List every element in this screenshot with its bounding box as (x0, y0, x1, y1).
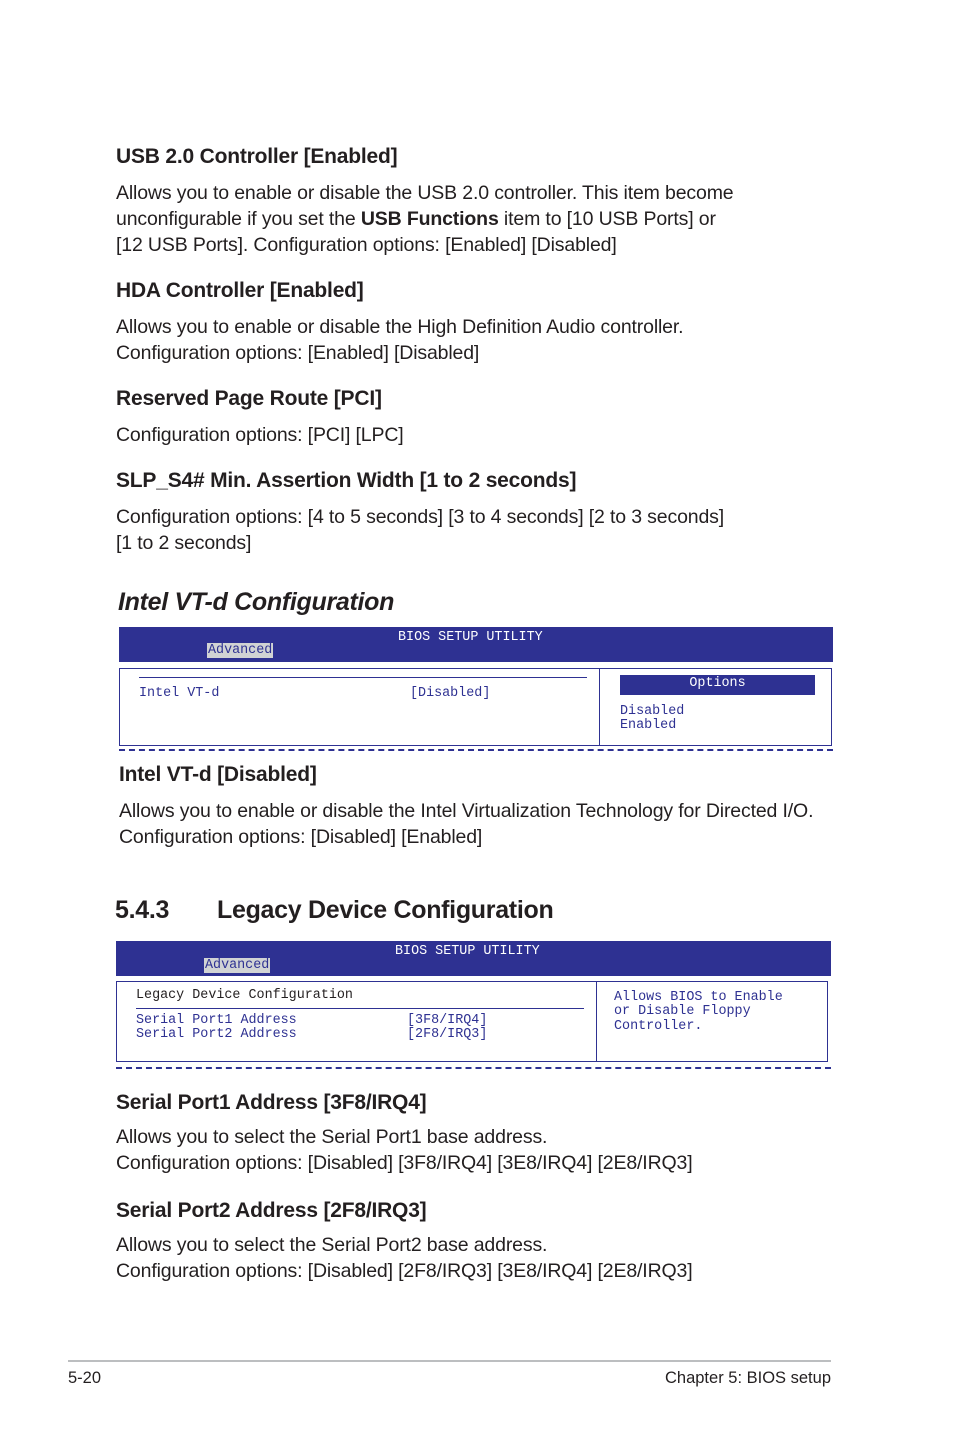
bios-header (119, 627, 833, 662)
tab-advanced[interactable]: Advanced (205, 958, 270, 973)
bios-title: BIOS SETUP UTILITY (395, 944, 540, 959)
bios-screen-vtd (119, 627, 833, 755)
serial1-line-2: Configuration options: [Disabled] [3F8/IRQ4] [3E8/IRQ4] [2E8/IRQ3] (116, 1152, 693, 1174)
page-number: 5-20 (68, 1369, 102, 1387)
serial-port1-value[interactable]: [3F8/IRQ4] (407, 1013, 488, 1028)
hda-line-2: Configuration options: [Enabled] [Disabled] (116, 342, 480, 364)
slp-line-1: Configuration options: [4 to 5 seconds] [3 to 4 seconds] [2 to 3 seconds] (116, 506, 725, 528)
usb-line-2: unconfigurable if you set the USB Functions item to [10 USB Ports] or (116, 208, 716, 230)
serial-port1-description (116, 1124, 692, 1176)
footer-rule (68, 1360, 831, 1362)
usb-controller-description (116, 180, 734, 258)
reserved-line-1: Configuration options: [PCI] [LPC] (116, 424, 404, 446)
bios-bottom-dashes (116, 1067, 831, 1069)
usb-line-3: [12 USB Ports]. Configuration options: [Enabled] [Disabled] (116, 234, 617, 256)
serial2-line-2: Configuration options: [Disabled] [2F8/IRQ3] [3E8/IRQ4] [2E8/IRQ3] (116, 1260, 693, 1282)
section-title-text: Legacy Device Configuration (217, 896, 554, 924)
serial-port1-label[interactable]: Serial Port1 Address (136, 1013, 297, 1028)
vtd-configuration-title: Intel VT-d Configuration (118, 588, 395, 616)
bios-right-divider (596, 982, 597, 1061)
legacy-section-label: Legacy Device Configuration (136, 988, 353, 1003)
bios-header (116, 941, 831, 976)
vtd-line-1: Allows you to enable or disable the Intel Virtualization Technology for Directed I/O. (119, 800, 814, 822)
help-line-1: Allows BIOS to Enable (614, 990, 783, 1005)
vtd-heading: Intel VT-d [Disabled] (119, 763, 317, 786)
bios-body (116, 981, 828, 1062)
bios-divider (136, 1008, 584, 1009)
vtd-item-label[interactable]: Intel VT-d (139, 686, 220, 701)
help-line-3: Controller. (614, 1019, 703, 1034)
tab-advanced[interactable]: Advanced (208, 643, 273, 658)
hda-controller-description (116, 314, 683, 366)
option-enabled[interactable]: Enabled (620, 718, 677, 733)
usb-controller-heading: USB 2.0 Controller [Enabled] (116, 145, 398, 168)
bios-title: BIOS SETUP UTILITY (398, 630, 543, 645)
help-line-2: or Disable Floppy (614, 1004, 751, 1019)
slp-s4-description (116, 504, 724, 556)
serial2-line-1: Allows you to select the Serial Port2 base address. (116, 1234, 548, 1256)
options-header: Options (620, 675, 815, 695)
bios-right-divider (599, 669, 600, 745)
vtd-line-2: Configuration options: [Disabled] [Enabled] (119, 826, 483, 848)
hda-controller-heading: HDA Controller [Enabled] (116, 279, 364, 302)
bios-bottom-dashes (119, 749, 833, 751)
serial1-line-1: Allows you to select the Serial Port1 base address. (116, 1126, 548, 1148)
slp-s4-heading: SLP_S4# Min. Assertion Width [1 to 2 seconds] (116, 469, 577, 492)
vtd-item-value[interactable]: [Disabled] (410, 686, 491, 701)
bios-body (119, 668, 832, 746)
section-title-legacy (115, 896, 554, 925)
serial-port1-heading: Serial Port1 Address [3F8/IRQ4] (116, 1091, 427, 1114)
serial-port2-heading: Serial Port2 Address [2F8/IRQ3] (116, 1199, 427, 1222)
serial-port2-value[interactable]: [2F8/IRQ3] (407, 1027, 488, 1042)
section-number: 5.4.3 (115, 896, 170, 924)
serial-port2-label[interactable]: Serial Port2 Address (136, 1027, 297, 1042)
hda-line-1: Allows you to enable or disable the High Definition Audio controller. (116, 316, 684, 338)
usb-line-1: Allows you to enable or disable the USB 2.0 controller. This item become (116, 182, 734, 204)
serial-port2-description (116, 1232, 692, 1284)
bios-screen-legacy (116, 941, 831, 1073)
vtd-description (119, 798, 813, 850)
reserved-page-route-description (116, 422, 404, 448)
option-disabled[interactable]: Disabled (620, 704, 685, 719)
usb-functions-bold: USB Functions (360, 208, 499, 230)
reserved-page-route-heading: Reserved Page Route [PCI] (116, 387, 382, 410)
bios-divider (139, 677, 587, 678)
slp-line-2: [1 to 2 seconds] (116, 532, 252, 554)
chapter-label: Chapter 5: BIOS setup (664, 1369, 831, 1387)
